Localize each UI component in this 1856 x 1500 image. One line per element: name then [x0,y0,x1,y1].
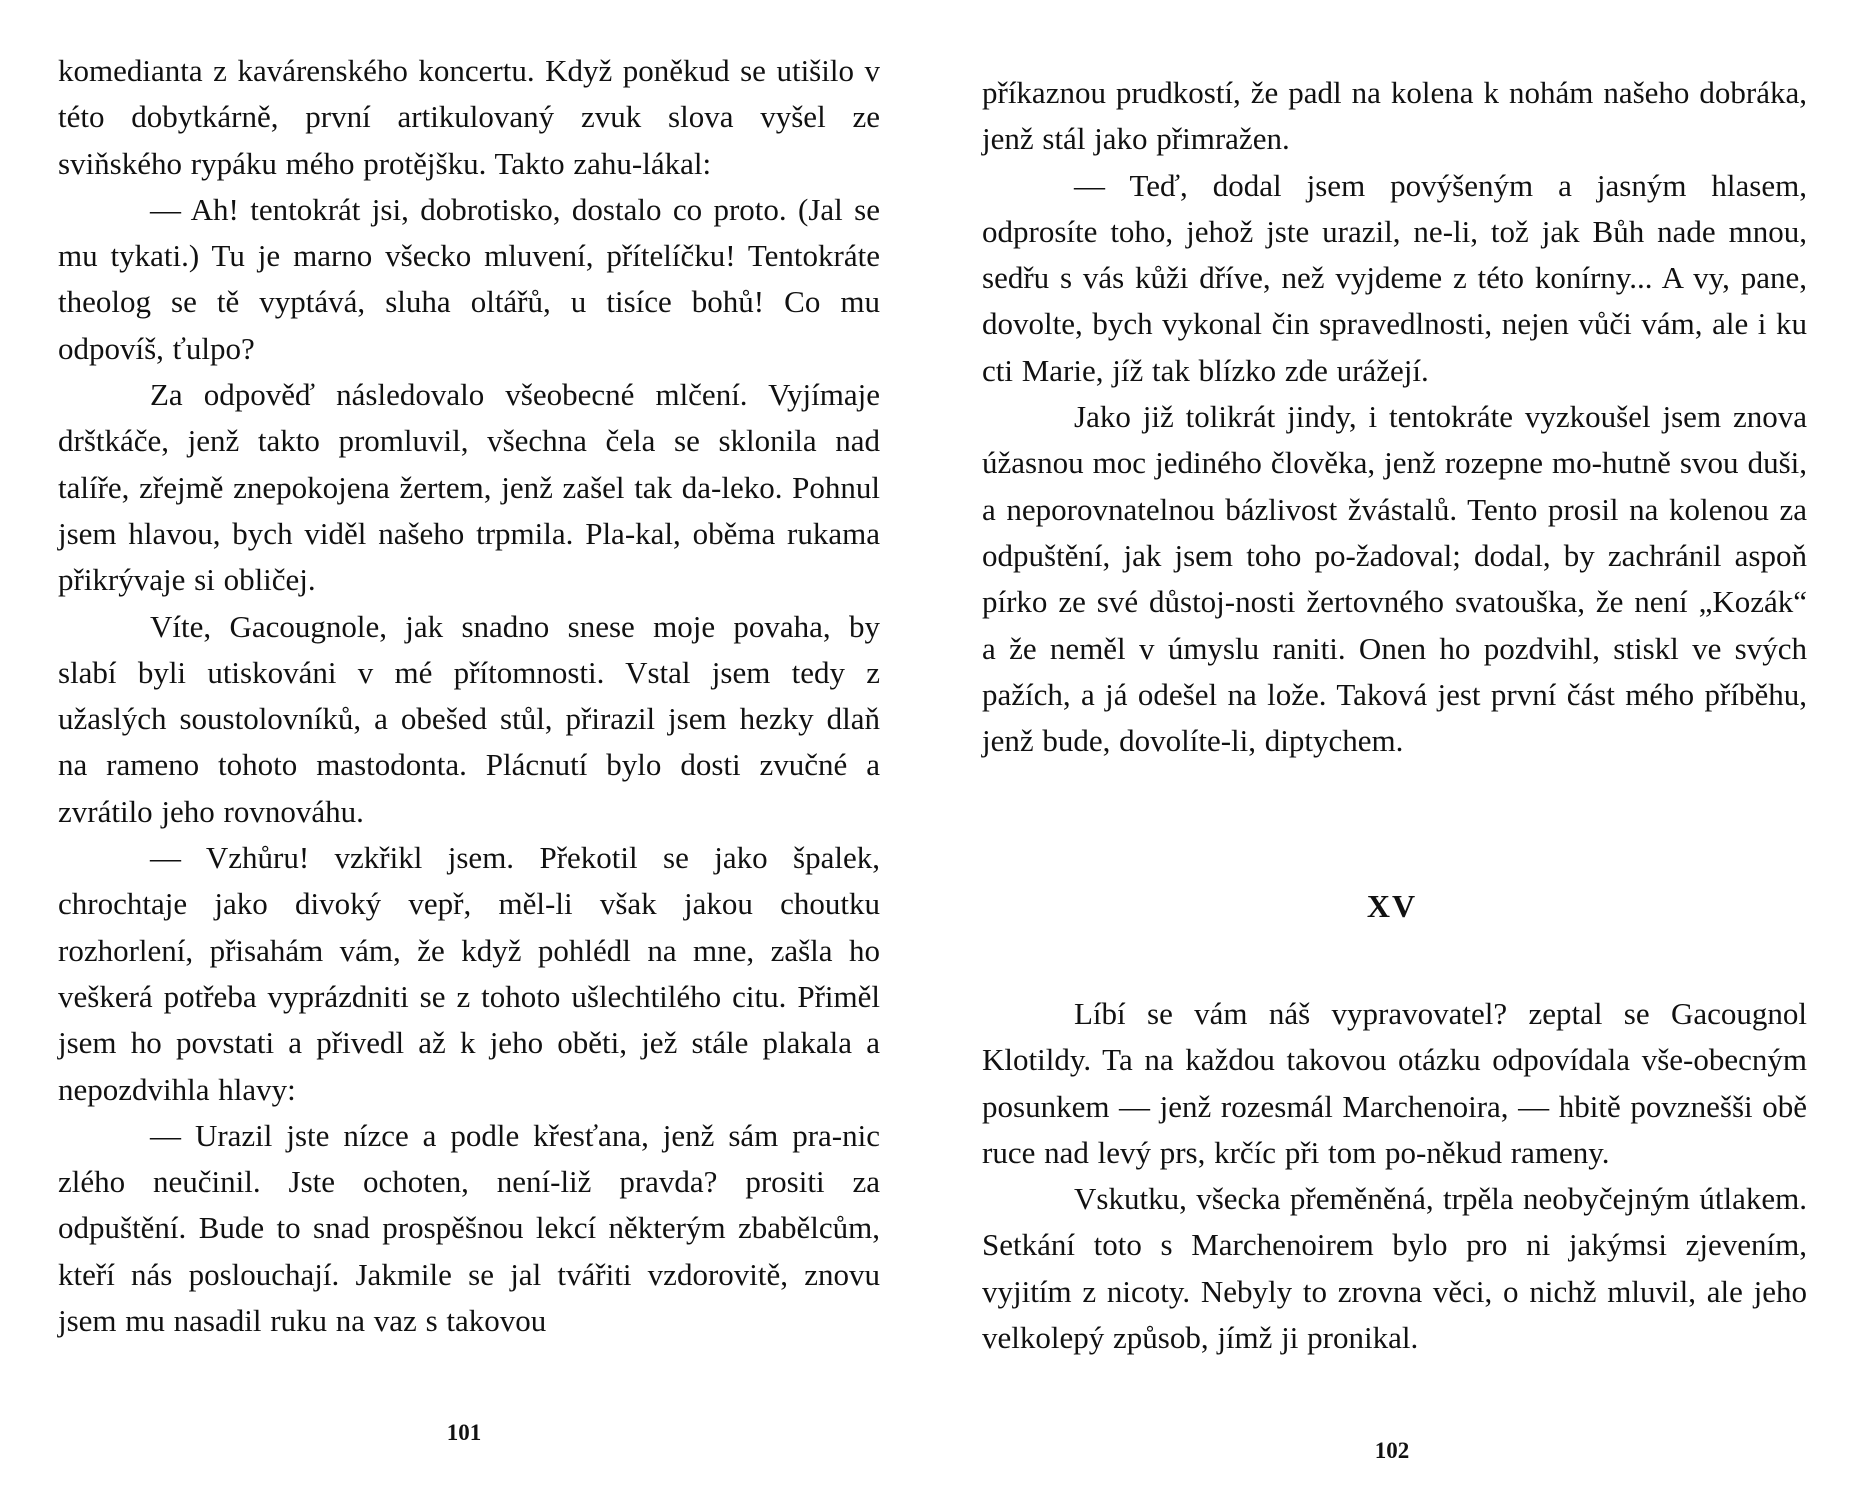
paragraph: Líbí se vám náš vypravovatel? zeptal se Gacougnol Klotildy. Ta na každou takovou otázku odpovídala vše-obecným posunkem — jenž rozesmál Marchenoira, — hbitě povznešši obě ruce nad levý prs, krčíc při tom po-někud rameny. [982,996,1807,1170]
chapter-heading: XV [1366,888,1418,924]
paragraph: — Teď, dodal jsem povýšeným a jasným hlasem, odprosíte toho, jehož jste urazil, ne-li, tož jak Bůh nade mnou, sedřu s vás kůži dříve, než vyjdeme z této konírny... A vy, pane, dovolte, bych vykonal čin spravedlnosti, nejen vůči vám, ale i ku cti Marie, jíž tak blízko zde urážejí. [982,167,1807,388]
paragraph: — Ah! tentokrát jsi, dobrotisko, dostalo co proto. (Jal se mu tykati.) Tu je marno všecko mluvení, přítelíčku! Tentokráte theolog se tě vyptává, sluha oltářů, u tisíce bohů! Co mu odpovíš, ťulpo? [58,191,880,366]
left-page-text [58,48,880,1344]
paragraph: příkaznou prudkostí, že padl na kolena k nohám našeho dobráka, jenž stál jako přimražen. [982,75,1807,157]
paragraph: Jako již tolikrát jindy, i tentokráte vyzkoušel jsem znova úžasnou moc jediného člověka, jenž rozepne mo-hutně svou duši, a neporovnatelnou bázlivost žvástalů. Tento prosil na kolenou za odpuštění, jak jsem toho po-žadoval; dodal, by zachránil aspoň pírko ze své důstoj-nosti žertovného svatouška, že není „Kozák“ a že neměl v úmyslu raniti. Onen ho pozdvihl, stiskl ve svých pažích, a já odešel na lože. Taková jest první část mého příběhu, jenž bude, dovolíte-li, diptychem. [982,399,1807,759]
paragraph: komedianta z kavárenského koncertu. Když poněkud se utišilo v této dobytkárně, první artikulovaný zvuk slova vyšel ze sviňského rypáku mého protějšku. Takto zahu-lákal: [58,53,880,181]
page-number: 101 [446,1420,482,1445]
paragraph: Za odpověď následovalo všeobecné mlčení. Vyjímaje drštkáče, jenž takto promluvil, všechna čela se sklonila nad talíře, zřejmě znepokojena žertem, jenž zašel tak da-leko. Pohnul jsem hlavou, bych viděl našeho trpmila. Pla-kal, oběma rukama přikrývaje si obličej. [58,377,880,598]
paragraph: Víte, Gacougnole, jak snadno snese moje povaha, by slabí byli utiskováni v mé přítomnosti. Vstal jsem tedy z užaslých soustolovníků, a obešed stůl, přirazil jsem hezky dlaň na rameno tohoto mastodonta. Plácnutí bylo dosti zvučné a zvrátilo jeho rovnováhu. [58,608,880,829]
paragraph: — Urazil jste nízce a podle křesťana, jenž sám pra-nic zlého neučinil. Jste ochoten, není-liž pravda? prositi za odpuštění. Bude to snad prospěšnou lekcí některým zbabělcům, kteří nás poslouchají. Jakmile se jal tvářiti vzdorovitě, znovu jsem mu nasadil ruku na vaz s takovou [58,1117,880,1339]
page-number: 102 [1374,1438,1410,1463]
paragraph: — Vzhůru! vzkřikl jsem. Překotil se jako špalek, chrochtaje jako divoký vepř, měl-li však jakou choutku rozhorlení, přisahám vám, že když pohlédl na mne, zašla ho veškerá potřeba vyprázdniti se z tohoto ušlechtilého citu. Přiměl jsem ho povstati a přivedl až k jeho oběti, jež stále plakala a nepozdvihla hlavy: [58,840,880,1107]
right-page [928,0,1856,1500]
paragraph: Vskutku, všecka přeměněná, trpěla neobyčejným útlakem. Setkání toto s Marchenoirem bylo pro ni jakýmsi zjevením, vyjitím z nicoty. Nebyly to zrovna věci, o nichž mluvil, ale jeho velkolepý způsob, jímž ji pronikal. [982,1181,1807,1356]
right-page-text-bottom [982,991,1807,1361]
right-page-text-top [982,70,1807,764]
